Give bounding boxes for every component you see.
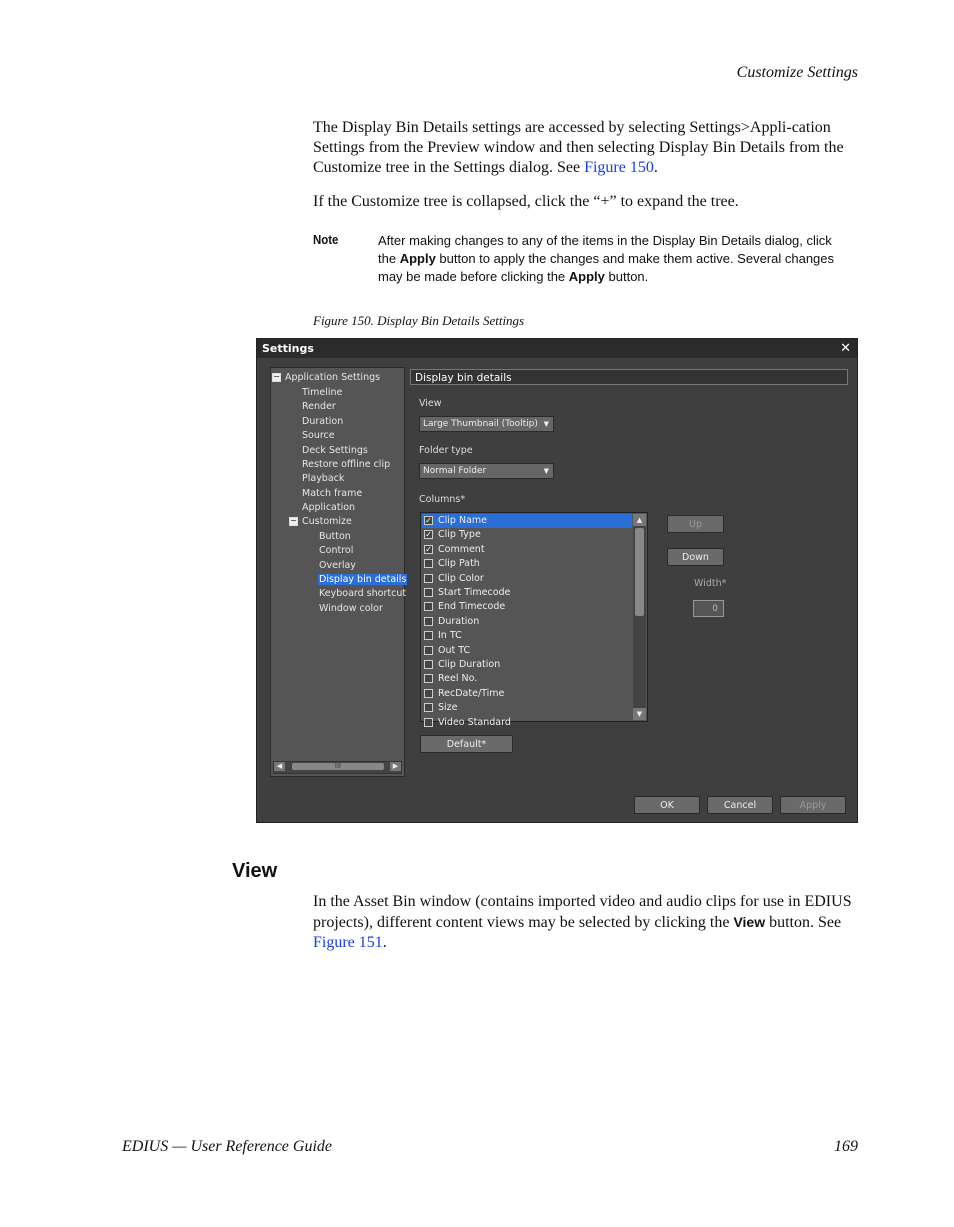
down-button[interactable]: Down <box>667 548 724 566</box>
checkbox[interactable] <box>424 588 433 597</box>
view-text-end: . <box>382 934 387 951</box>
columns-label: Columns* <box>419 494 466 505</box>
checkbox-checked[interactable]: ✓ <box>425 516 432 525</box>
tree-item[interactable]: Application <box>302 502 356 513</box>
view-dropdown[interactable] <box>419 416 554 432</box>
tree-root-label: Application Settings <box>285 372 381 383</box>
column-item-label: Video Standard <box>438 716 511 728</box>
tree-item[interactable]: Match frame <box>302 488 363 499</box>
checkbox[interactable] <box>424 718 433 727</box>
column-item[interactable] <box>422 572 632 586</box>
note-label: Note <box>313 232 339 247</box>
column-item-label: Clip Name <box>438 515 487 526</box>
column-item-label: Start Timecode <box>438 587 511 598</box>
folder-type-label: Folder type <box>419 445 473 456</box>
tree-sub-item[interactable]: Control <box>319 545 354 556</box>
checkbox[interactable] <box>424 617 433 626</box>
settings-tree <box>270 367 405 777</box>
section-heading-view: View <box>232 860 278 882</box>
folder-type-value: Normal Folder <box>423 466 487 476</box>
checkbox[interactable] <box>424 646 433 655</box>
column-item-label: Comment <box>438 543 485 555</box>
intro-paragraph-2: If the Customize tree is collapsed, click the “+” to expand the tree. <box>313 193 739 210</box>
checkbox[interactable] <box>424 674 433 683</box>
column-item-label: Size <box>438 702 458 714</box>
column-item[interactable] <box>422 557 632 571</box>
collapse-icon[interactable]: − <box>273 372 280 381</box>
tree-item[interactable]: Restore offline clip <box>302 459 391 470</box>
page-number: 169 <box>834 1138 858 1155</box>
checkbox[interactable] <box>424 602 433 611</box>
checkbox-checked[interactable]: ✓ <box>425 530 432 540</box>
scroll-right-icon[interactable]: ▶ <box>390 762 401 771</box>
column-item-label: Clip Path <box>438 558 480 570</box>
collapse-icon[interactable]: − <box>290 516 297 525</box>
tree-sub-item[interactable]: Button <box>319 531 351 542</box>
tree-item[interactable]: Deck Settings <box>302 445 368 456</box>
default-button[interactable]: Default* <box>420 735 513 753</box>
column-item[interactable] <box>422 543 632 557</box>
view-text-2: button. See <box>765 914 842 931</box>
checkbox[interactable] <box>424 660 433 669</box>
columns-vertical-scrollbar[interactable] <box>633 514 646 720</box>
intro-text: The Display Bin Details settings are accessed by selecting Settings>Appli-cation Settings from the Preview window and then selecting Display Bin Details from the Customize tree in the Settings dialog. See <box>313 119 844 176</box>
tree-sub-item[interactable]: Window color <box>319 603 383 614</box>
width-input[interactable]: 0 <box>693 600 724 617</box>
scroll-down-icon[interactable]: ▼ <box>633 708 646 720</box>
column-item[interactable] <box>422 687 632 701</box>
checkbox[interactable] <box>424 703 433 712</box>
view-text: In the Asset Bin window (contains imported video and audio clips for use in EDIUS projects), different content views may be selected by clicking the <box>313 893 852 931</box>
tree-customize-label: Customize <box>302 516 352 527</box>
tree-item[interactable]: Playback <box>302 473 345 484</box>
tree-root-application-settings[interactable] <box>272 372 380 383</box>
checkbox-checked[interactable]: ✓ <box>425 544 432 554</box>
column-item-label: In TC <box>438 630 462 642</box>
figure-caption: Figure 150. Display Bin Details Settings <box>313 313 525 328</box>
column-item-label: Clip Duration <box>438 659 501 670</box>
scroll-up-icon[interactable]: ▲ <box>633 514 646 526</box>
scroll-thumb[interactable]: III <box>292 763 384 770</box>
column-item[interactable] <box>422 615 632 629</box>
tree-sub-item[interactable]: Overlay <box>319 560 356 571</box>
column-item[interactable] <box>422 716 632 730</box>
column-item[interactable] <box>422 528 632 542</box>
figure-150-link[interactable]: Figure 150 <box>584 159 654 176</box>
column-item[interactable] <box>422 658 632 672</box>
columns-list[interactable] <box>420 512 648 728</box>
note-t1: After making changes to any of the items in the Display Bin Details dialog, click the <box>378 233 832 266</box>
dialog-title: Settings <box>262 342 314 355</box>
intro-paragraph-1 <box>313 118 858 178</box>
column-item[interactable] <box>422 586 632 600</box>
up-button[interactable]: Up <box>667 515 724 533</box>
note-text <box>378 232 848 286</box>
note-apply-2: Apply <box>568 269 605 284</box>
apply-button[interactable]: Apply <box>780 796 846 814</box>
chevron-down-icon: ▼ <box>543 420 549 428</box>
column-item[interactable] <box>422 672 632 686</box>
column-item-label: Duration <box>438 615 480 627</box>
scroll-thumb[interactable] <box>635 528 644 616</box>
settings-dialog <box>256 338 858 823</box>
column-item[interactable] <box>422 629 632 643</box>
checkbox[interactable] <box>424 689 433 698</box>
view-value: Large Thumbnail (Tooltip) <box>423 419 538 429</box>
column-item[interactable] <box>422 644 632 658</box>
column-item[interactable] <box>422 514 632 528</box>
column-item-label: Clip Color <box>438 572 484 584</box>
column-item-label: Out TC <box>438 644 471 656</box>
tree-sub-item-selected[interactable]: Display bin details <box>319 574 407 585</box>
section-title: Display bin details <box>410 369 848 385</box>
intro-text-end: . <box>653 159 658 176</box>
folder-type-dropdown[interactable] <box>419 463 554 479</box>
note-apply-1: Apply <box>399 251 436 266</box>
tree-sub-item[interactable]: Keyboard shortcut <box>319 588 407 599</box>
column-item-label: Clip Type <box>438 529 481 541</box>
tree-item-customize[interactable] <box>289 516 352 527</box>
tree-item[interactable]: Source <box>302 430 335 441</box>
ok-button[interactable]: OK <box>634 796 700 814</box>
tree-horizontal-scrollbar[interactable] <box>273 761 402 774</box>
column-item-label: RecDate/Time <box>438 687 505 699</box>
checkbox[interactable] <box>424 631 433 640</box>
checkbox[interactable] <box>424 574 433 583</box>
width-label: Width* <box>694 578 727 589</box>
view-paragraph <box>313 892 858 953</box>
view-label: View <box>419 398 442 409</box>
scroll-left-icon[interactable]: ◀ <box>274 762 285 771</box>
note-t2: button to apply the changes and make them active. Several changes may be made before clicking the <box>378 251 835 284</box>
checkbox[interactable] <box>424 559 433 568</box>
dialog-title-bar <box>257 339 857 358</box>
tree-item[interactable]: Render <box>302 401 336 412</box>
footer-title: EDIUS — User Reference Guide <box>122 1138 333 1155</box>
column-item-label: End Timecode <box>438 601 506 613</box>
chevron-down-icon: ▼ <box>543 467 549 475</box>
figure-151-link[interactable]: Figure 151 <box>313 934 383 951</box>
tree-item[interactable]: Duration <box>302 416 344 427</box>
tree-item[interactable]: Timeline <box>302 387 343 398</box>
view-button-ref: View <box>733 914 766 930</box>
running-header: Customize Settings <box>736 64 858 81</box>
cancel-button[interactable]: Cancel <box>707 796 773 814</box>
column-item-label: Reel No. <box>438 673 478 685</box>
column-item[interactable] <box>422 600 632 614</box>
close-icon[interactable]: ✕ <box>840 341 851 356</box>
column-item[interactable] <box>422 701 632 715</box>
note-t3: button. <box>604 269 649 284</box>
